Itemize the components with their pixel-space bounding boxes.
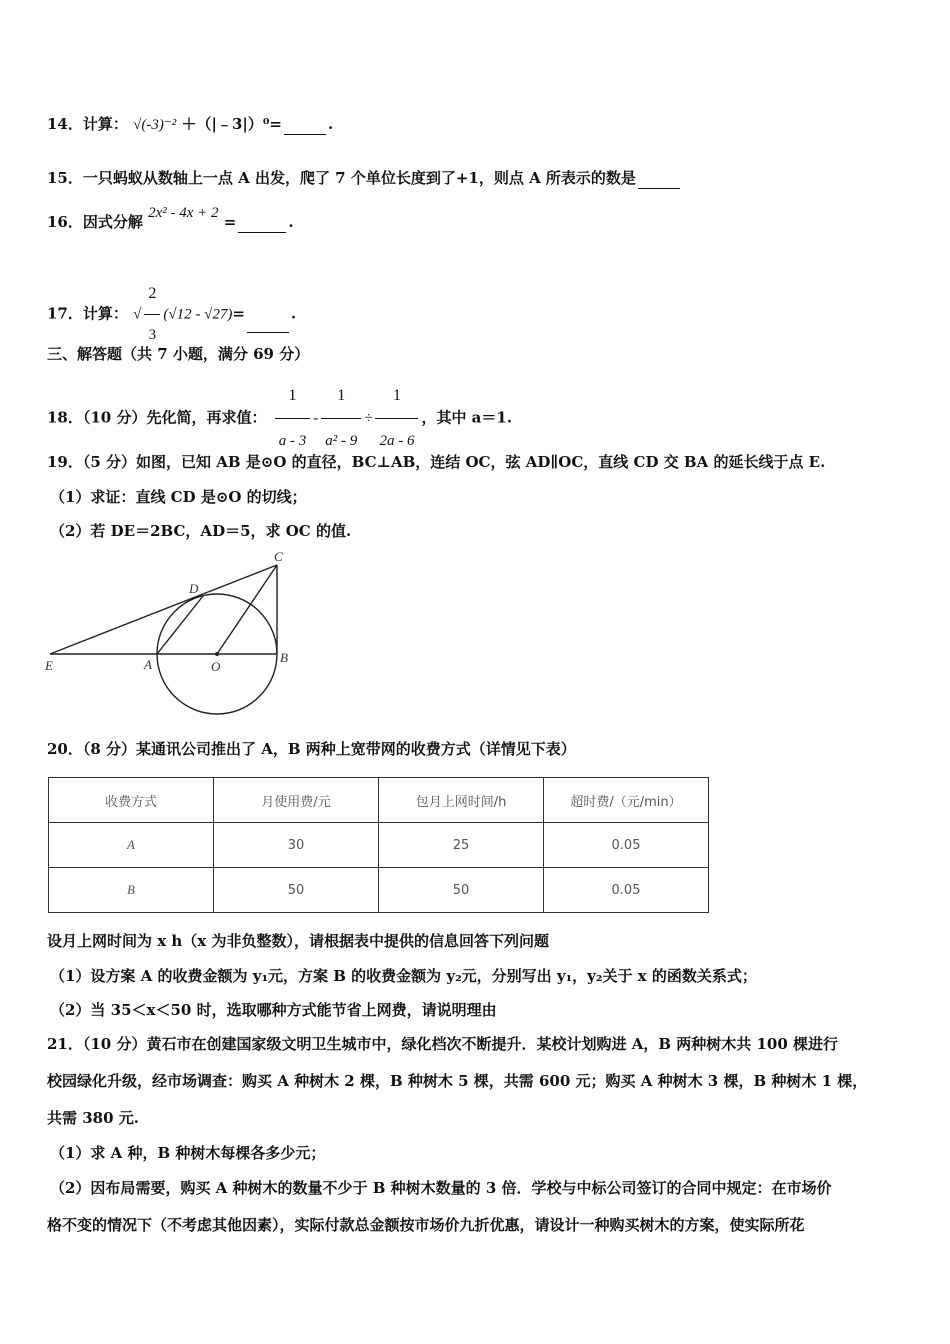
label-a: A — [144, 657, 152, 672]
fraction-1: $\frac{1}{a - 3}$ — [275, 376, 311, 461]
q14-expression: √(-3)⁻² — [133, 117, 177, 133]
q20-part-1: （1）设方案 A 的收费金额为 y₁元，方案 B 的收费金额为 y₂元，分别写出 y₁，y₂关于 x 的函数关系式； — [50, 967, 757, 985]
table-cell: A — [49, 823, 214, 868]
q20-part-2: （2）当 35＜x＜50 时，选取哪种方式能节省上网费，请说明理由 — [50, 1001, 497, 1019]
label-e: E — [45, 658, 53, 673]
center-point — [215, 652, 219, 656]
geometry-figure — [40, 550, 310, 720]
q21-line-3: 共需 380 元. — [47, 1109, 139, 1127]
q19-part-1: （1）求证：直线 CD 是⊙O 的切线； — [50, 488, 307, 506]
label-c: C — [274, 550, 283, 564]
question-16: 16．因式分解 2x² - 4x + 2 = . — [47, 205, 294, 231]
q16-expression: 2x² - 4x + 2 — [148, 205, 219, 221]
label-b: B — [280, 650, 288, 665]
fraction-3: $\frac{1}{2a - 6}$ — [375, 376, 418, 461]
table-header: 月使用费/元 — [214, 778, 379, 823]
answer-blank — [284, 114, 326, 135]
table-header: 收费方式 — [49, 778, 214, 823]
table-row — [49, 868, 709, 913]
question-15: 15．一只蚂蚁从数轴上一点 A 出发，爬了 7 个单位长度到了+1，则点 A 所表示的数是 — [47, 168, 682, 189]
table-header-row — [49, 778, 709, 823]
answer-blank — [247, 296, 289, 333]
q21-part-1: （1）求 A 种，B 种树木每棵各多少元； — [50, 1144, 326, 1162]
question-18: 18．（10 分）先化简，再求值： $\frac{1}{a - 3}$ - $\frac{1}{\text{a² - 9}}$ ÷ $\frac{1}{2a - 6}$ ，其中 a＝1. — [47, 376, 512, 461]
question-21: 21．（10 分）黄石市在创建国家级文明卫生城市中，绿化档次不断提升．某校计划购进 A，B 两种树木共 100 棵进行 — [47, 1035, 838, 1053]
fee-table — [48, 777, 709, 913]
table-header: 包月上网时间/h — [379, 778, 544, 823]
table-cell: 0.05 — [544, 868, 709, 913]
table-cell: 30 — [214, 823, 379, 868]
q21-line-2: 校园绿化升级，经市场调查：购买 A 种树木 2 棵，B 种树木 5 棵，共需 600 元；购买 A 种树木 3 棵，B 种树木 1 棵， — [47, 1072, 868, 1090]
table-cell: 50 — [214, 868, 379, 913]
question-20: 20．（8 分）某通讯公司推出了 A，B 两种上宽带网的收费方式（详情见下表） — [47, 740, 576, 758]
question-17: 17．计算： √ $\frac{2}{3}$ (√12 - √27)= . — [47, 276, 296, 353]
label-d: D — [189, 581, 199, 596]
answer-blank — [238, 212, 286, 233]
table-cell: B — [49, 868, 214, 913]
question-19: 19．（5 分）如图，已知 AB 是⊙O 的直径，BC⊥AB，连结 OC，弦 AD∥OC，直线 CD 交 BA 的延长线于点 E. — [47, 453, 826, 471]
q19-part-2: （2）若 DE＝2BC，AD＝5，求 OC 的值. — [50, 522, 352, 540]
table-cell: 25 — [379, 823, 544, 868]
q21-part-2: （2）因布局需要，购买 A 种树木的数量不少于 B 种树木数量的 3 倍．学校与中标公司签订的合同中规定：在市场价 — [50, 1179, 832, 1197]
label-o: O — [211, 659, 221, 674]
q20-intro: 设月上网时间为 x h（x 为非负整数），请根据表中提供的信息回答下列问题 — [47, 932, 549, 950]
section-title: 三、解答题（共 7 小题，满分 69 分） — [47, 345, 310, 363]
question-14: 14．计算： √(-3)⁻² ＋（|﹣3|）⁰= . — [47, 115, 334, 133]
table-row — [49, 823, 709, 868]
table-cell: 0.05 — [544, 823, 709, 868]
q21-line-6: 格不变的情况下（不考虑其他因素），实际付款总金额按市场价九折优惠，请设计一种购买树木的方案，使实际所花 — [47, 1216, 805, 1234]
q17-expression: (√12 - √27) — [163, 306, 233, 323]
q17-sqrt-fraction: $\frac{2}{3}$ — [144, 276, 160, 353]
answer-blank — [638, 168, 680, 189]
segment-oc — [217, 565, 277, 654]
table-cell: 50 — [379, 868, 544, 913]
table-header: 超时费/（元/min） — [544, 778, 709, 823]
fraction-2: $\frac{1}{\text{a² - 9}}$ — [321, 376, 361, 461]
line-ec — [50, 565, 277, 654]
